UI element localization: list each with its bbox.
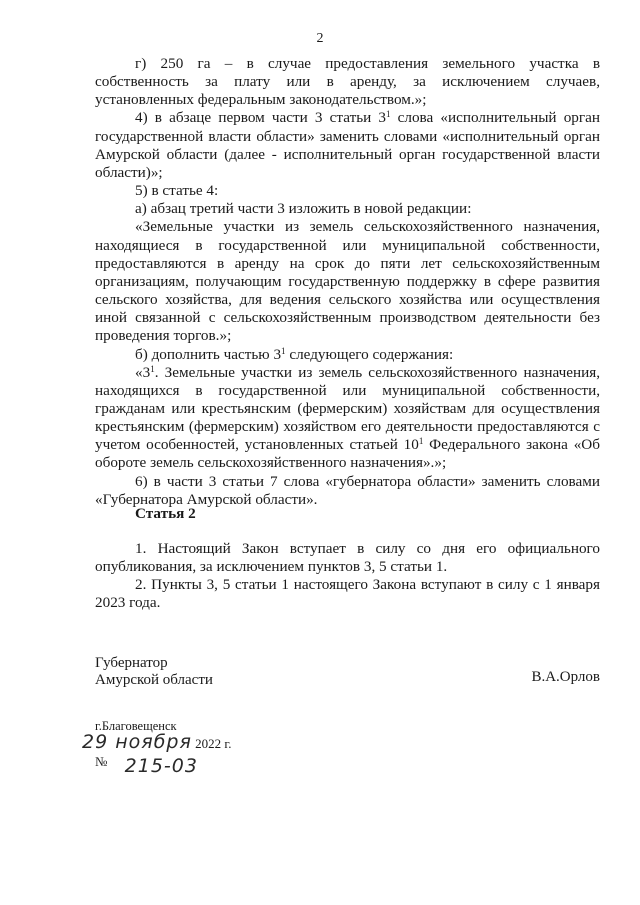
superscript: 1 — [418, 436, 424, 447]
text-run: «Земельные участки из земель сельскохозяйственного назначения, находящиеся в государственной или муниципальной собственности, предоставляются в аренду на срок до пяти лет сельскохозяйственным организациям, получающим государственную поддержку в сфере развития сельского хозяйства, для ведения сельского хозяйства или осуществления иной связанной с сельскохозяйственным производством деятельности без проведения торгов.»; — [95, 218, 600, 345]
paragraph — [95, 109, 600, 182]
text-run: . Земельные участки из земель сельскохозяйственного назначения, находящихся в государственной или муниципальной собственности, гражданам или крестьянским (фермерским) хозяйствам для осуществления крестьянским (фермерским) хозяйством его деятельности предоставляются с учетом особенностей, установленных статьей 10 — [95, 363, 600, 454]
paragraph — [95, 200, 600, 218]
paragraph — [95, 473, 600, 509]
text-run: «3 — [135, 363, 151, 381]
superscript: 1 — [150, 363, 155, 374]
text-run: 5) в статье 4: — [135, 182, 219, 200]
signatory-title-line-2: Амурской области — [95, 672, 213, 688]
number-label: № — [95, 754, 108, 769]
handwritten-number: 215-03 — [124, 755, 198, 777]
article-2-item-2: 2. Пункты 3, 5 статьи 1 настоящего Закона вступают в силу с 1 января 2023 года. — [95, 576, 600, 612]
date-line — [82, 731, 232, 753]
article-2-item-1: 1. Настоящий Закон вступает в силу со дня его официального опубликования, за исключением пунктов 3, 5 статьи 1. — [95, 540, 600, 576]
paragraph — [95, 55, 600, 109]
law-text — [95, 55, 600, 509]
page-number: 2 — [316, 31, 324, 46]
signatory-title-line-1: Губернатор — [95, 655, 168, 671]
paragraph — [95, 218, 600, 345]
article-2-title: Статья 2 — [135, 505, 196, 522]
paragraph — [95, 182, 600, 200]
text-run: б) дополнить частью 3 — [135, 345, 282, 363]
article-2-body — [95, 540, 600, 613]
text-run: слова «исполнительный орган государственной власти области» заменить словами «исполнительный орган Амурской области (далее - исполнительный орган государственной власти области)»; — [95, 109, 600, 181]
paragraph — [95, 364, 600, 473]
signatory-name: В.А.Орлов — [531, 669, 600, 685]
text-run: г) 250 га – в случае предоставления земельного участка в собственность за плату или в аренду, за исключением случаев, установленных федеральным законодательством.»; — [95, 55, 600, 109]
date-year: 2022 г. — [195, 736, 232, 751]
text-run: следующего содержания: — [285, 345, 454, 363]
paragraph — [95, 346, 600, 364]
signatory-title — [95, 655, 213, 689]
text-run: 6) в части 3 статьи 7 слова «губернатора области» заменить словами «Губернатора Амурской области». — [95, 472, 600, 508]
text-run: Федерального закона «Об обороте земель сельскохозяйственного назначения».»; — [95, 436, 600, 472]
superscript: 1 — [281, 345, 286, 356]
handwritten-date: 29 ноября — [82, 731, 192, 753]
text-run: 4) в абзаце первом части 3 статьи 3 — [135, 109, 386, 127]
superscript: 1 — [386, 109, 391, 120]
number-line — [95, 754, 198, 777]
city: г.Благовещенск — [95, 719, 177, 733]
text-run: а) абзац третий части 3 изложить в новой редакции: — [135, 200, 472, 218]
